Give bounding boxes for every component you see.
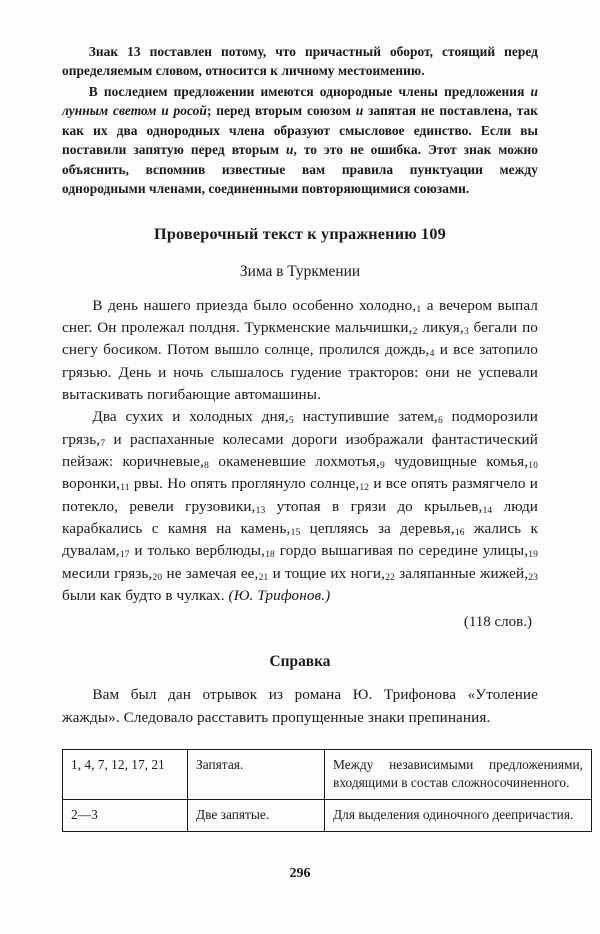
intro-paragraph-1: Знак 13 поставлен потому, что причастный оборот, стоящий перед определяемым словом, относится к личному местоимению. [62,44,538,79]
sub-title: Зима в Туркмении [239,262,361,280]
spravka-paragraph: Вам был дан отрывок из романа Ю. Трифонова «Утоление жажды». Следовало расставить пропущенные знаки препинания. [62,686,538,726]
spravka-title: Справка [269,653,331,671]
table-cell-sign: Две запятые. [188,800,325,832]
table-cell-explanation: Между независимыми предложениями, входящими в состав сложносочиненного. [325,750,592,800]
section-title: Проверочный текст к упражнению 109 [154,224,446,243]
table-cell-numbers: 1, 4, 7, 12, 17, 21 [63,750,188,800]
spravka-block [62,684,538,729]
intro-paragraph-2: В последнем предложении имеются однородные члены предложения и лунным светом и росой; перед вторым союзом и запятая не поставлена, так как их два однородных члена образуют смысловое единство. Если вы поставили запятую перед вторым и, то это не ошибка. Этот знак можно объяснить, вспомнив известные вам правила пунктуации между однородными членами, соединенными повторяющимися союзами. [62,83,539,197]
table-cell-sign: Запятая. [188,750,325,800]
table-cell-numbers: 2—3 [63,800,188,832]
table-cell-explanation: Для выделения одиночного деепричастия. [325,800,592,832]
reference-table [62,749,592,832]
table-row [63,800,592,832]
page-number: 296 [289,866,311,881]
body-paragraph-1: В день нашего приезда было особенно $холодно,_1$ а вечером выпал снег. Он пролежал полдня. Туркменские $мальчишки,_2$ $ликуя,_3$ бегали по снегу босиком. Потом вышло солнце, пролился $дождь,_4$ и все затопило грязью. День и ночь слышалось гудение тракторов: они не успевали вытаскивать погибающие автомашины. [62,296,539,403]
word-count: (118 слов.) [463,614,532,631]
body-paragraph-2: Два сухих и холодных $дня,_5$ наступившие $затем,_6$ подморозили $грязь,_7$ и распаханные колесами дороги изображали фантастический пейзаж: $коричневые,_8$ окаменевшие $лохмотья,_9$ чудовищные $комья,_{10}$ $воронки,_{11}$ рвы. Но опять проглянуло $солнце,_{12}$ и все опять размягчело и потекло, ревели $грузовики,_{13}$ утопая в грязи до $крыльев,_{14}$ люди карабкались с камня на $камень,_{15}$ цепляясь за $деревья,_{16}$ жались к $дувалам,_{17}$ и только $верблюды,_{18}$ гордо вышагивая по середине $улицы,_{19}$ месили $грязь,_{20}$ не замечая $ее,_{21}$ и тощие их $ноги,_{22}$ заляпанные $жижей,_{23}$ были как будто в чулках. (Ю. Трифонов.) [62,408,538,604]
page-content [62,42,583,832]
intro-block [62,42,538,199]
table-row [63,750,592,800]
body-text-block [62,295,538,608]
